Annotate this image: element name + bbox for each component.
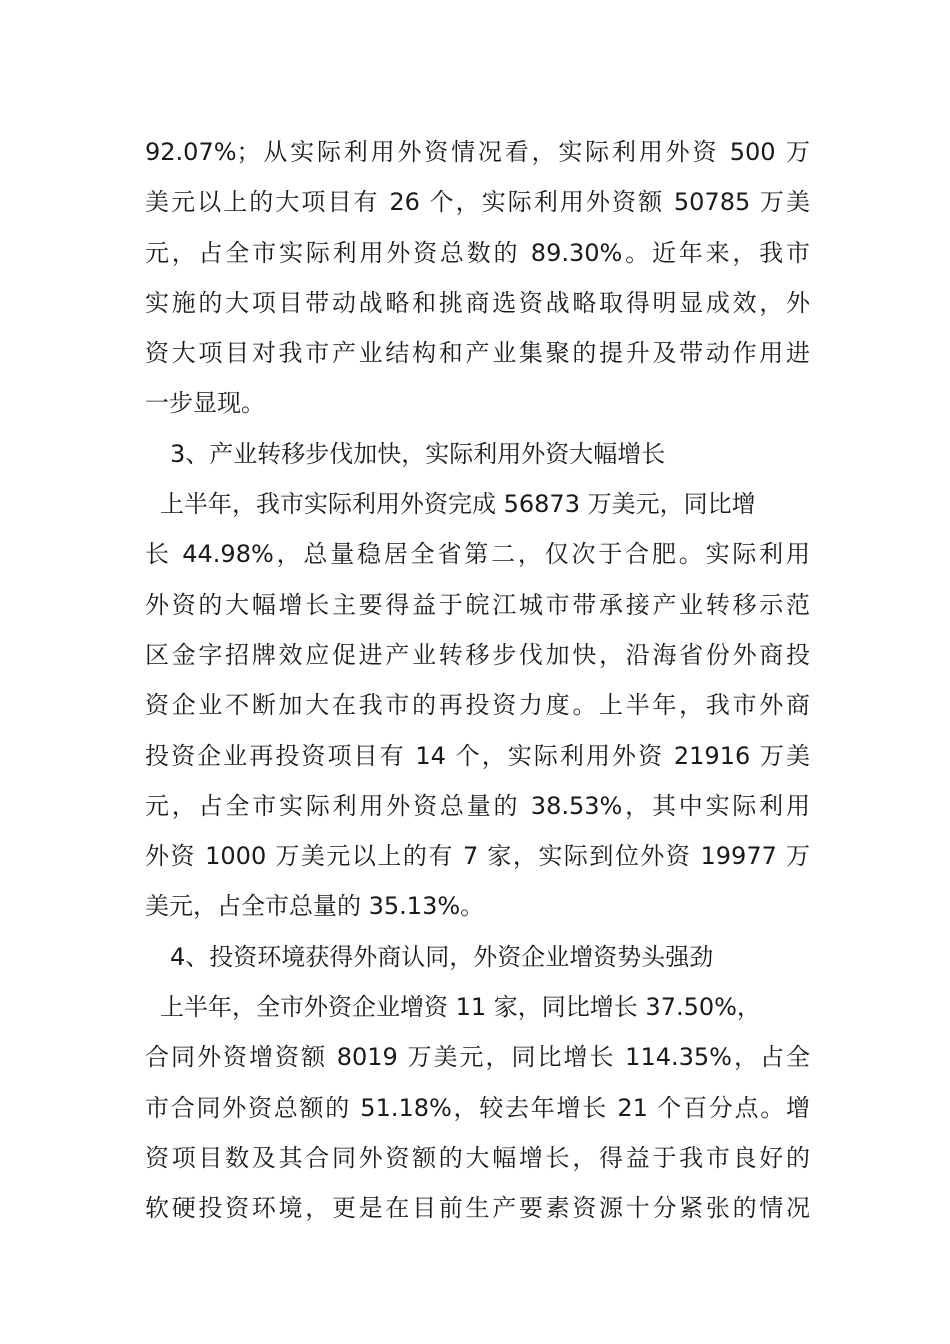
text-line: 软硬投资环境，更是在目前生产要素资源十分紧张的情况: [145, 1194, 810, 1223]
text-line: 投资企业再投资项目有 14 个，实际利用外资 21916 万美: [145, 741, 810, 770]
text-line: 元，占全市实际利用外资总数的 89.30%。近年来，我市: [145, 238, 810, 267]
text-line: 区金字招牌效应促进产业转移步伐加快，沿海省份外商投: [145, 640, 810, 669]
section-heading: 4、投资环境获得外商认同，外资企业增资势头强劲: [170, 942, 714, 971]
text-line: 一步显现。: [145, 389, 265, 418]
text-line: 上半年，我市实际利用外资完成 56873 万美元，同比增: [160, 490, 756, 519]
text-line: 外资 1000 万美元以上的有 7 家，实际到位外资 19977 万: [145, 842, 810, 871]
text-line: 元，占全市实际利用外资总量的 38.53%，其中实际利用: [145, 791, 810, 820]
text-line: 外资的大幅增长主要得益于皖江城市带承接产业转移示范: [145, 590, 810, 619]
text-line: 上半年，全市外资企业增资 11 家，同比增长 37.50%，: [160, 993, 761, 1022]
text-line: 市合同外资总额的 51.18%，较去年增长 21 个百分点。增: [145, 1093, 810, 1122]
text-line: 92.07%；从实际利用外资情况看，实际利用外资 500 万: [145, 138, 810, 166]
text-line: 美元，占全市总量的 35.13%。: [145, 892, 485, 921]
text-line: 资企业不断加大在我市的再投资力度。上半年，我市外商: [145, 691, 810, 720]
text-line: 资项目数及其合同外资额的大幅增长，得益于我市良好的: [145, 1143, 810, 1172]
section-heading: 3、产业转移步伐加快，实际利用外资大幅增长: [170, 439, 666, 468]
text-line: 合同外资增资额 8019 万美元，同比增长 114.35%，占全: [145, 1043, 810, 1072]
text-line: 实施的大项目带动战略和挑商选资战略取得明显成效，外: [145, 288, 810, 317]
text-line: 美元以上的大项目有 26 个，实际利用外资额 50785 万美: [145, 188, 810, 217]
text-line: 长 44.98%，总量稳居全省第二，仅次于合肥。实际利用: [145, 540, 810, 569]
text-line: 资大项目对我市产业结构和产业集聚的提升及带动作用进: [145, 339, 810, 368]
body-text: [145, 127, 810, 1234]
